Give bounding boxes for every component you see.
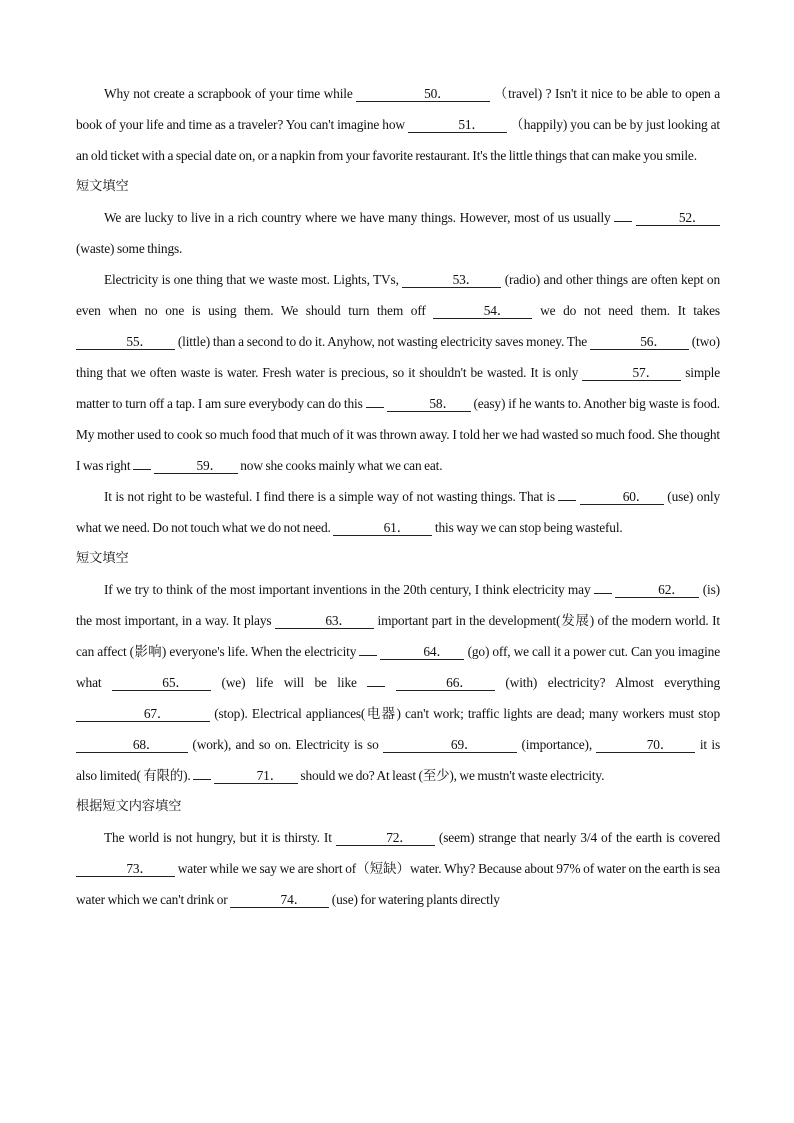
- answer-blank-57[interactable]: 57．: [582, 366, 681, 381]
- answer-blank-53[interactable]: 53．: [402, 273, 501, 288]
- answer-blank-68[interactable]: 68．: [76, 738, 188, 753]
- answer-blank-66[interactable]: 66．: [396, 676, 495, 691]
- answer-blank-50[interactable]: 50．: [356, 87, 490, 102]
- answer-blank-69[interactable]: 69．: [383, 738, 517, 753]
- answer-blank-72[interactable]: 72．: [336, 831, 435, 846]
- section-heading-2: 短文填空: [76, 551, 129, 566]
- section-heading-3: 根据短文内容填空: [76, 799, 182, 814]
- passage-water: The world is not hungry, but it is thirsty. It 72． (seem) strange that nearly 3/4 of the earth is covered 73． water while we say we are short of（短缺）water. Why? Because about 97% of water on the earth is sea water which we can't drink or 74． (use) for watering plants directly: [76, 830, 720, 907]
- passage-waste-para-1: We are lucky to live in a rich country where we have many things. However, most of us usually 52． (waste) some things.: [76, 202, 720, 264]
- answer-blank-64-lead: [359, 655, 377, 656]
- answer-blank-52-lead: [614, 221, 632, 222]
- answer-blank-61[interactable]: 61．: [333, 521, 432, 536]
- answer-blank-60-lead: [558, 500, 576, 501]
- passage-scrapbook: Why not create a scrapbook of your time while 50． （travel) ? Isn't it nice to be able to open a book of your life and time as a traveler? You can't imagine how 51． （happily) you can be by just looking at an old ticket with a special date on, or a napkin from your favorite restaurant. It's the little things that can make you smile.: [76, 86, 720, 163]
- answer-blank-71-lead: [193, 779, 211, 780]
- document-page: [76, 78, 720, 915]
- answer-blank-59[interactable]: 59．: [154, 459, 238, 474]
- answer-blank-66-lead: [367, 686, 385, 687]
- answer-blank-56[interactable]: 56．: [590, 335, 689, 350]
- answer-blank-74[interactable]: 74．: [230, 893, 329, 908]
- answer-blank-70[interactable]: 70．: [596, 738, 695, 753]
- passage-waste-para-2: Electricity is one thing that we waste most. Lights, TVs, 53． (radio) and other things are often kept on even when no one is using them. We should turn them off 54． we do not need them. It takes 55． (little) than a second to do it. Anyhow, not wasting electricity saves money. The 56． (two) thing that we often waste is water. Fresh water is precious, so it shouldn't be wasted. It is only 57． simple matter to turn off a tap. I am sure everybody can do this 58． (easy) if he wants to. Another big waste is food. My mother used to cook so much food that much of it was thrown away. I told her we had wasted so much food. She thought I was right 59． now she cooks mainly what we can eat.: [76, 272, 721, 473]
- answer-blank-60[interactable]: 60．: [580, 490, 664, 505]
- answer-blank-55[interactable]: 55．: [76, 335, 175, 350]
- answer-blank-62[interactable]: 62．: [615, 583, 699, 598]
- answer-blank-67[interactable]: 67．: [76, 707, 210, 722]
- answer-blank-73[interactable]: 73．: [76, 862, 175, 877]
- passage-electricity: If we try to think of the most important inventions in the 20th century, I think electricity may 62． (is) the most important, in a way. It plays 63． important part in the development(发展) of the modern world. It can affect (影响) everyone's life. When the electricity 64． (go) off, we call it a power cut. Can you imagine what 65． (we) life will be like 66． (with) electricity? Almost everything 67． (stop). Electrical appliances(电器) can't work; traffic lights are dead; many workers must stop 68． (work), and so on. Electricity is so 69． (importance), 70． it is also limited( 有限的). 71． should we do? At least (至少), we mustn't waste electricity.: [76, 582, 721, 783]
- answer-blank-59-lead: [133, 469, 151, 470]
- passage-waste-para-3: It is not right to be wasteful. I find there is a simple way of not wasting things. That is 60． (use) only what we need. Do not touch what we do not need. 61． this way we can stop being wasteful.: [76, 489, 720, 535]
- section-heading-1: 短文填空: [76, 179, 129, 194]
- answer-blank-54[interactable]: 54．: [433, 304, 532, 319]
- answer-blank-58-lead: [366, 407, 384, 408]
- answer-blank-64[interactable]: 64．: [380, 645, 464, 660]
- answer-blank-62-lead: [594, 593, 612, 594]
- answer-blank-71[interactable]: 71．: [214, 769, 298, 784]
- answer-blank-52[interactable]: 52．: [636, 211, 720, 226]
- answer-blank-65[interactable]: 65．: [112, 676, 211, 691]
- answer-blank-58[interactable]: 58．: [387, 397, 471, 412]
- answer-blank-51[interactable]: 51．: [408, 118, 507, 133]
- answer-blank-63[interactable]: 63．: [275, 614, 374, 629]
